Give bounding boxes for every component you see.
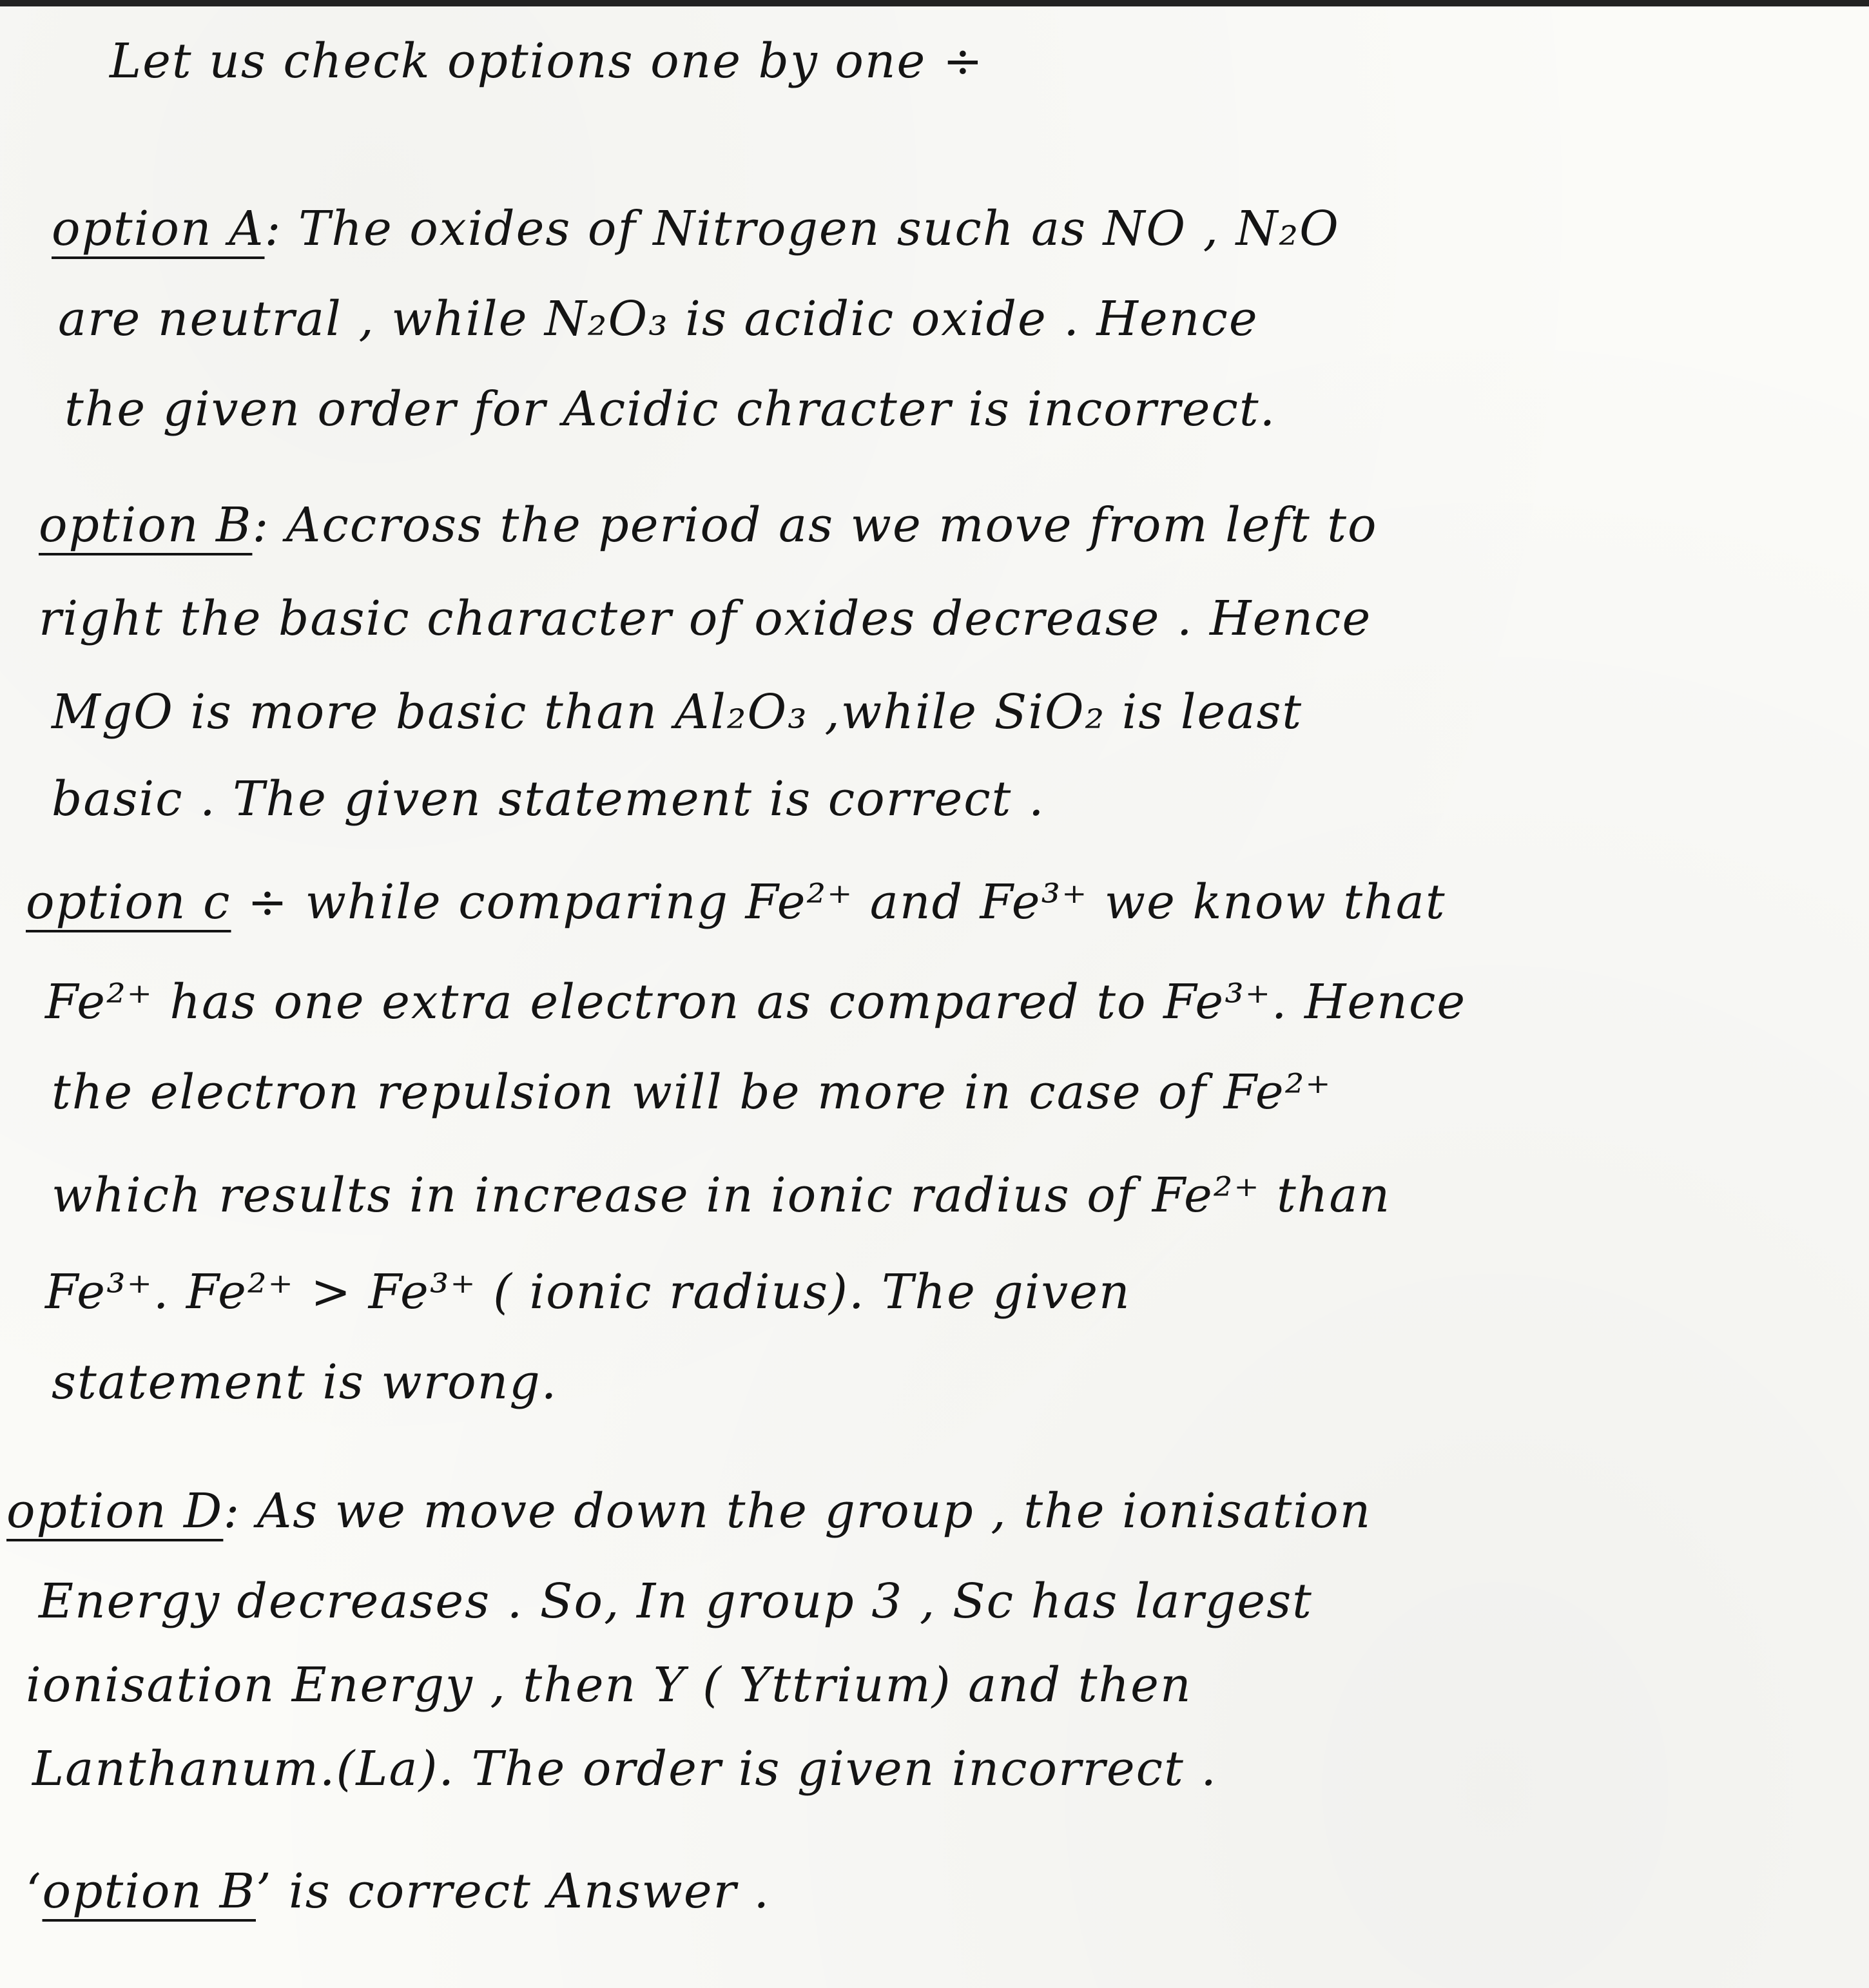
- line-text: which results in increase in ionic radius of Fe²⁺ than: [52, 1168, 1391, 1223]
- option-d-line-1: [6, 1476, 1798, 1547]
- line-text: statement is wrong.: [52, 1355, 558, 1410]
- line-text: basic . The given statement is correct .: [52, 771, 1045, 827]
- line-text: right the basic character of oxides decrease . Hence: [39, 591, 1372, 646]
- option-c-line-3: [52, 1057, 1843, 1128]
- option-c-line-2: [45, 967, 1837, 1037]
- page-top-edge: [0, 0, 1869, 6]
- line-text: ÷ while comparing Fe²⁺ and Fe³⁺ we know that: [231, 874, 1446, 930]
- intro-line: [110, 26, 1869, 97]
- line-text: ionisation Energy , then Y ( Yttrium) and then: [26, 1657, 1192, 1713]
- line-text: the given order for Acidic chracter is incorrect.: [64, 381, 1277, 437]
- option-c-line-4: [52, 1160, 1843, 1231]
- option-d-line-4: [32, 1733, 1824, 1804]
- line-text: Fe²⁺ has one extra electron as compared to Fe³⁺. Hence: [45, 974, 1467, 1030]
- option-c-line-1: [26, 867, 1817, 938]
- option-a-line-3: [64, 374, 1856, 445]
- line-text: : The oxides of Nitrogen such as NO , N₂O: [264, 201, 1340, 256]
- option-c-line-6: [52, 1347, 1843, 1418]
- option-b-line-3: [52, 677, 1843, 748]
- option-a-label: option A: [52, 201, 265, 256]
- line-text: Fe³⁺. Fe²⁺ > Fe³⁺ ( ionic radius). The given: [45, 1264, 1131, 1320]
- option-a-line-1: [52, 193, 1843, 264]
- open-quote: ‘: [26, 1864, 43, 1919]
- line-text: : Accross the period as we move from left to: [252, 497, 1378, 553]
- option-a-line-2: [58, 284, 1850, 354]
- line-text: the electron repulsion will be more in case of Fe²⁺: [52, 1065, 1332, 1120]
- option-b-line-1: [39, 490, 1830, 561]
- option-d-line-3: [26, 1650, 1817, 1721]
- conclusion-line: [26, 1856, 1817, 1927]
- answer-label: option B: [42, 1864, 256, 1919]
- line-text: : As we move down the group , the ionisation: [223, 1483, 1372, 1539]
- line-text: MgO is more basic than Al₂O₃ ,while SiO₂ is least: [52, 684, 1303, 740]
- option-b-line-4: [52, 764, 1843, 835]
- line-text: ’ is correct Answer .: [255, 1864, 771, 1919]
- line-text: are neutral , while N₂O₃ is acidic oxide . Hence: [58, 291, 1259, 347]
- option-c-label: option c: [26, 874, 231, 930]
- option-c-line-5: [45, 1257, 1837, 1327]
- line-text: Let us check options one by one ÷: [110, 34, 984, 89]
- option-d-label: option D: [6, 1483, 224, 1539]
- option-b-label: option B: [39, 497, 253, 553]
- option-b-line-2: [39, 583, 1830, 654]
- line-text: Energy decreases . So, In group 3 , Sc has largest: [39, 1574, 1313, 1629]
- option-d-line-2: [39, 1566, 1830, 1637]
- line-text: Lanthanum.(La). The order is given incorrect .: [32, 1741, 1217, 1797]
